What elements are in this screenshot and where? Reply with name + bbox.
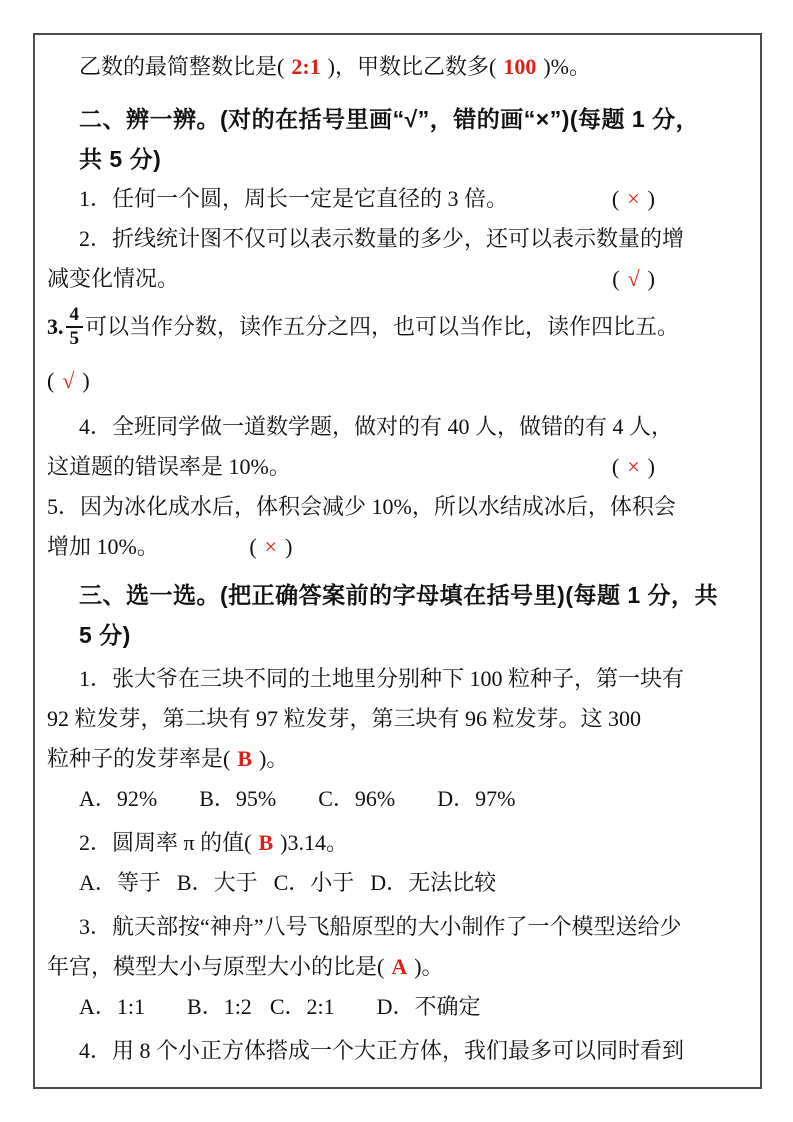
answer-mark <box>612 259 655 299</box>
answer-letter: A <box>391 954 408 979</box>
question-text: )3.14。 <box>280 830 348 855</box>
s2-item-3-line-1 <box>35 299 760 355</box>
section-3-heading-line-1: 三、选一选。(把正确答案前的字母填在括号里)(每题 1 分，共 <box>79 582 719 608</box>
option-b: B．1:2 <box>187 994 252 1019</box>
answer-letter: B <box>237 746 253 771</box>
paren-open: ( <box>611 454 620 479</box>
option-b: B．95% <box>199 786 277 811</box>
item-text: 1．任何一个圆，周长一定是它直径的 3 倍。 <box>79 186 509 211</box>
item-text: 减变化情况。 <box>47 266 180 291</box>
option-c: C．96% <box>318 786 396 811</box>
paren-open: ( <box>612 266 620 291</box>
s3-q1-line-2: 92 粒发芽，第二块有 97 粒发芽，第三块有 96 粒发芽。这 300 <box>47 706 642 731</box>
section-3-heading-line-2: 5 分) <box>79 622 131 648</box>
cross-mark: × <box>627 186 640 211</box>
question-text: 乙数的最简整数比是( <box>79 54 285 79</box>
paren-close: ) <box>647 266 655 291</box>
page-content <box>35 35 760 1071</box>
s3-q2-options <box>35 863 760 903</box>
s2-item-4-line-2 <box>35 447 760 487</box>
s3-q3-line-1: 3．航天部按“神舟”八号飞船原型的大小制作了一个模型送给少 <box>79 914 682 939</box>
cross-mark: × <box>627 454 640 479</box>
item-text: 增加 10%。 <box>47 534 159 559</box>
paren-close: ) <box>82 368 90 393</box>
section-2-heading-line-1: 二、辨一辨。(对的在括号里画“√”，错的画“×”)(每题 1 分， <box>79 106 700 132</box>
s3-q2-line-1 <box>35 823 760 863</box>
question-text: 粒种子的发芽率是( <box>47 746 231 771</box>
test-paper-page <box>33 33 762 1089</box>
item-text: 这道题的错误率是 10%。 <box>47 454 291 479</box>
s3-q1-line-1: 1．张大爷在三块不同的土地里分别种下 100 粒种子，第一块有 <box>79 666 685 691</box>
option-a: A．等于 <box>79 870 161 895</box>
s3-q3-line-2 <box>35 947 760 987</box>
answer-letter: B <box>258 830 274 855</box>
option-a: A．92% <box>79 786 158 811</box>
s3-q1-options <box>35 779 760 819</box>
option-c: C．小于 <box>273 870 355 895</box>
fraction-four-fifths <box>66 304 84 350</box>
s2-item-2-line-2 <box>35 259 760 299</box>
paren-open: ( <box>611 186 620 211</box>
question-text: )%。 <box>543 54 591 79</box>
section-2-heading-line-2: 共 5 分) <box>79 146 162 172</box>
s3-q4-line-1: 4．用 8 个小正方体搭成一个大正方体，我们最多可以同时看到 <box>79 1038 685 1063</box>
question-text: )，甲数比乙数多( <box>327 54 497 79</box>
answer-mark <box>612 447 655 487</box>
answer-mark <box>47 368 90 393</box>
item-number: 3. <box>47 314 64 339</box>
s3-q3-options <box>35 987 760 1027</box>
question-text: 2．圆周率 π 的值( <box>79 830 252 855</box>
s2-item-1 <box>35 179 760 219</box>
s2-item-3-mark-line <box>35 361 760 401</box>
s3-q1-line-3 <box>35 739 760 779</box>
fraction-numerator: 4 <box>66 304 84 328</box>
paren-open: ( <box>47 368 55 393</box>
option-b: B．大于 <box>176 870 258 895</box>
paren-close: ) <box>285 534 293 559</box>
s2-item-5-line-1: 5．因为冰化成水后，体积会减少 10%，所以水结成冰后，体积会 <box>47 494 676 519</box>
fill-in-question-line <box>35 47 760 87</box>
option-d: D．无法比较 <box>370 870 497 895</box>
option-c: C．2:1 <box>269 994 335 1019</box>
option-a: A．1:1 <box>79 994 146 1019</box>
option-d: D．97% <box>437 786 516 811</box>
question-text: )。 <box>414 954 444 979</box>
paren-close: ) <box>647 186 655 211</box>
paren-open: ( <box>249 534 257 559</box>
fraction-denominator: 5 <box>69 328 79 349</box>
item-text: 可以当作分数，读作五分之四，也可以当作比，读作四比五。 <box>85 314 680 339</box>
question-text: 年宫，模型大小与原型大小的比是( <box>47 954 385 979</box>
question-text: )。 <box>259 746 289 771</box>
paren-close: ) <box>647 454 655 479</box>
check-mark: √ <box>627 266 640 291</box>
option-d: D．不确定 <box>376 994 481 1019</box>
answer-mark <box>612 179 655 219</box>
s2-item-5-line-2 <box>35 527 760 567</box>
answer-value: 2:1 <box>291 54 321 79</box>
answer-mark <box>249 534 292 559</box>
check-mark: √ <box>62 368 75 393</box>
cross-mark: × <box>264 534 278 559</box>
s2-item-2-line-1: 2．折线统计图不仅可以表示数量的多少，还可以表示数量的增 <box>79 226 685 251</box>
answer-value: 100 <box>503 54 537 79</box>
s2-item-4-line-1: 4．全班同学做一道数学题，做对的有 40 人，做错的有 4 人， <box>79 414 674 439</box>
